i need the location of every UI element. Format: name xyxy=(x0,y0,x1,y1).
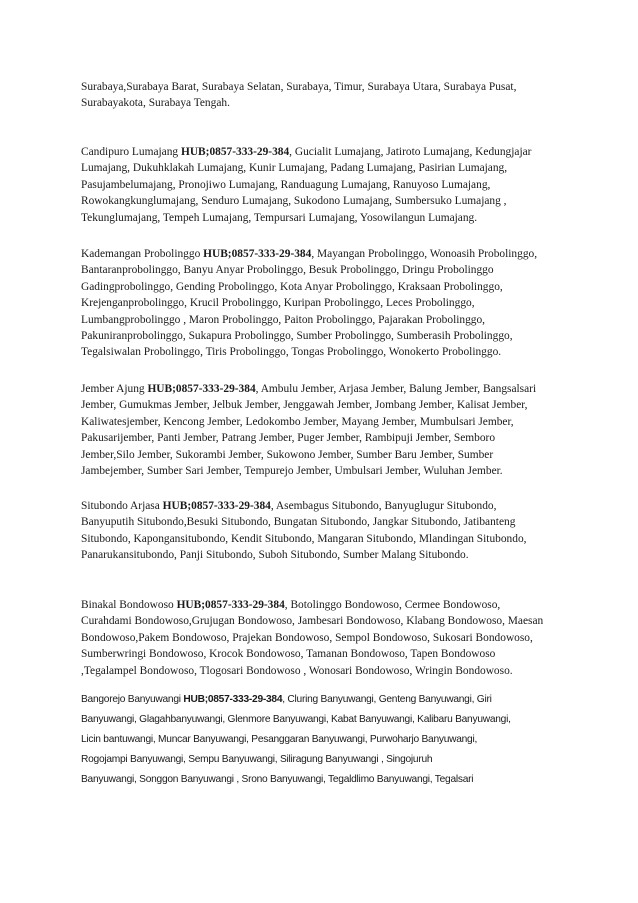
text-line: Surabayakota, Surabaya Tengah. xyxy=(81,97,230,110)
text-line: ,Tegalampel Bondowoso, Tlogosari Bondowoso , Wonosari Bondowoso, Wringin Bondowoso. xyxy=(81,664,513,677)
line-prefix: Jember Ajung xyxy=(81,383,148,395)
text-line: Rowokangkunglumajang, Senduro Lumajang, Sukodono Lumajang, Sumbersuko Lumajang , xyxy=(81,195,507,208)
text-line: Curahdami Bondowoso,Grujugan Bondowoso, Jambesari Bondowoso, Klabang Bondowoso, Maesan xyxy=(81,615,544,628)
line-suffix: , Cluring Banyuwangi, Genteng Banyuwangi, Giri xyxy=(282,694,492,705)
paragraph-banyuwangi xyxy=(81,690,571,790)
line-suffix: , Botolinggo Bondowoso, Cermee Bondowoso, xyxy=(284,599,501,611)
paragraph-surabaya xyxy=(81,79,571,112)
text-line: Pakuniranprobolinggo, Sukapura Probolinggo, Sumber Probolinggo, Sumberasih Probolinggo, xyxy=(81,330,513,343)
text-line: Pasujambelumajang, Pronojiwo Lumajang, Randuagung Lumajang, Ranuyoso Lumajang, xyxy=(81,178,491,191)
paragraph-situbondo xyxy=(81,498,571,564)
text-line: Kaliwatesjember, Kencong Jember, Ledokombo Jember, Mayang Jember, Mumbulsari Jember, xyxy=(81,415,514,428)
line-suffix: , Asembagus Situbondo, Banyuglugur Situbondo, xyxy=(270,500,497,512)
text-line: Pakusarijember, Panti Jember, Patrang Jember, Puger Jember, Rambipuji Jember, Semboro xyxy=(81,432,496,445)
line-prefix: Situbondo Arjasa xyxy=(81,500,163,512)
line-suffix: , Mayangan Probolinggo, Wonoasih Probolinggo, xyxy=(311,248,538,260)
line-prefix: Bangorejo Banyuwangi xyxy=(81,694,184,705)
hub-phone: HUB;0857-333-29-384 xyxy=(203,248,312,260)
line-prefix: Candipuro Lumajang xyxy=(81,146,181,158)
text-line: Panarukansitubondo, Panji Situbondo, Suboh Situbondo, Sumber Malang Situbondo. xyxy=(81,549,469,562)
text-line: Sumberwringi Bondowoso, Krocok Bondowoso, Tamanan Bondowoso, Tapen Bondowoso xyxy=(81,648,496,661)
text-line: Tegalsiwalan Probolinggo, Tiris Probolinggo, Tongas Probolinggo, Wonokerto Probolinggo. xyxy=(81,346,502,359)
text-line: Bondowoso,Pakem Bondowoso, Prajekan Bondowoso, Sempol Bondowoso, Sukosari Bondowoso, xyxy=(81,631,533,644)
text-line: Gadingprobolinggo, Gending Probolinggo, Kota Anyar Probolinggo, Kraksaan Probolinggo, xyxy=(81,280,503,293)
text-line: Jember, Gumukmas Jember, Jelbuk Jember, Jenggawah Jember, Jombang Jember, Kalisat Jember, xyxy=(81,399,528,412)
text-line: Jember,Silo Jember, Sukorambi Jember, Sukowono Jember, Sumber Baru Jember, Sumber xyxy=(81,448,494,461)
line-prefix: Binakal Bondowoso xyxy=(81,599,177,611)
text-line: Tekunglumajang, Tempeh Lumajang, Tempursari Lumajang, Yosowilangun Lumajang. xyxy=(81,211,478,224)
text-line-first xyxy=(81,498,571,514)
paragraph-probolinggo xyxy=(81,246,571,361)
text-line: Rogojampi Banyuwangi, Sempu Banyuwangi, Siliragung Banyuwangi , Singojuruh xyxy=(81,754,433,765)
text-line-first xyxy=(81,246,571,262)
line-suffix: , Ambulu Jember, Arjasa Jember, Balung Jember, Bangsalsari xyxy=(255,383,537,395)
text-line: Krejenganprobolinggo, Krucil Probolinggo, Kuripan Probolinggo, Leces Probolinggo, xyxy=(81,297,475,310)
text-line: Jambejember, Sumber Sari Jember, Tempurejo Jember, Umbulsari Jember, Wuluhan Jember. xyxy=(81,465,503,478)
hub-phone: HUB;0857-333-29-384 xyxy=(162,500,271,512)
paragraph-bondowoso xyxy=(81,597,571,679)
text-line: Banyuwangi, Glagahbanyuwangi, Glenmore Banyuwangi, Kabat Banyuwangi, Kalibaru Banyuwangi, xyxy=(81,714,511,725)
hub-phone: HUB;0857-333-29-384 xyxy=(180,146,290,158)
text-line-first xyxy=(81,144,571,160)
text-line: Bantaranprobolinggo, Banyu Anyar Probolinggo, Besuk Probolinggo, Dringu Probolinggo xyxy=(81,264,494,277)
text-line: Lumbangprobolinggo , Maron Probolinggo, Paiton Probolinggo, Pajarakan Probolinggo, xyxy=(81,313,486,326)
text-line-first xyxy=(81,690,571,710)
hub-phone: HUB;0857-333-29-384 xyxy=(176,599,285,611)
paragraph-jember xyxy=(81,381,571,479)
text-line: Situbondo, Kapongansitubondo, Kendit Situbondo, Mangaran Situbondo, Mlandingan Situbondo, xyxy=(81,532,527,545)
text-line: Banyuputih Situbondo,Besuki Situbondo, Bungatan Situbondo, Jangkar Situbondo, Jatibanteng xyxy=(81,516,516,529)
text-line: Surabaya,Surabaya Barat, Surabaya Selatan, Surabaya, Timur, Surabaya Utara, Surabaya Pusat, xyxy=(81,81,517,93)
text-line: Banyuwangi, Songgon Banyuwangi , Srono Banyuwangi, Tegaldlimo Banyuwangi, Tegalsari xyxy=(81,774,474,785)
text-line-first xyxy=(81,597,571,613)
line-prefix: Kademangan Probolinggo xyxy=(81,248,204,260)
text-line-first xyxy=(81,381,571,397)
text-line: Licin bantuwangi, Muncar Banyuwangi, Pesanggaran Banyuwangi, Purwoharjo Banyuwangi, xyxy=(81,734,478,745)
hub-phone: HUB;0857-333-29-384 xyxy=(183,694,283,705)
text-line: Lumajang, Dukuhklakah Lumajang, Kunir Lumajang, Padang Lumajang, Pasirian Lumajang, xyxy=(81,162,508,175)
hub-phone: HUB;0857-333-29-384 xyxy=(147,383,256,395)
line-suffix: , Gucialit Lumajang, Jatiroto Lumajang, Kedungjajar xyxy=(289,146,532,158)
paragraph-lumajang xyxy=(81,144,571,226)
